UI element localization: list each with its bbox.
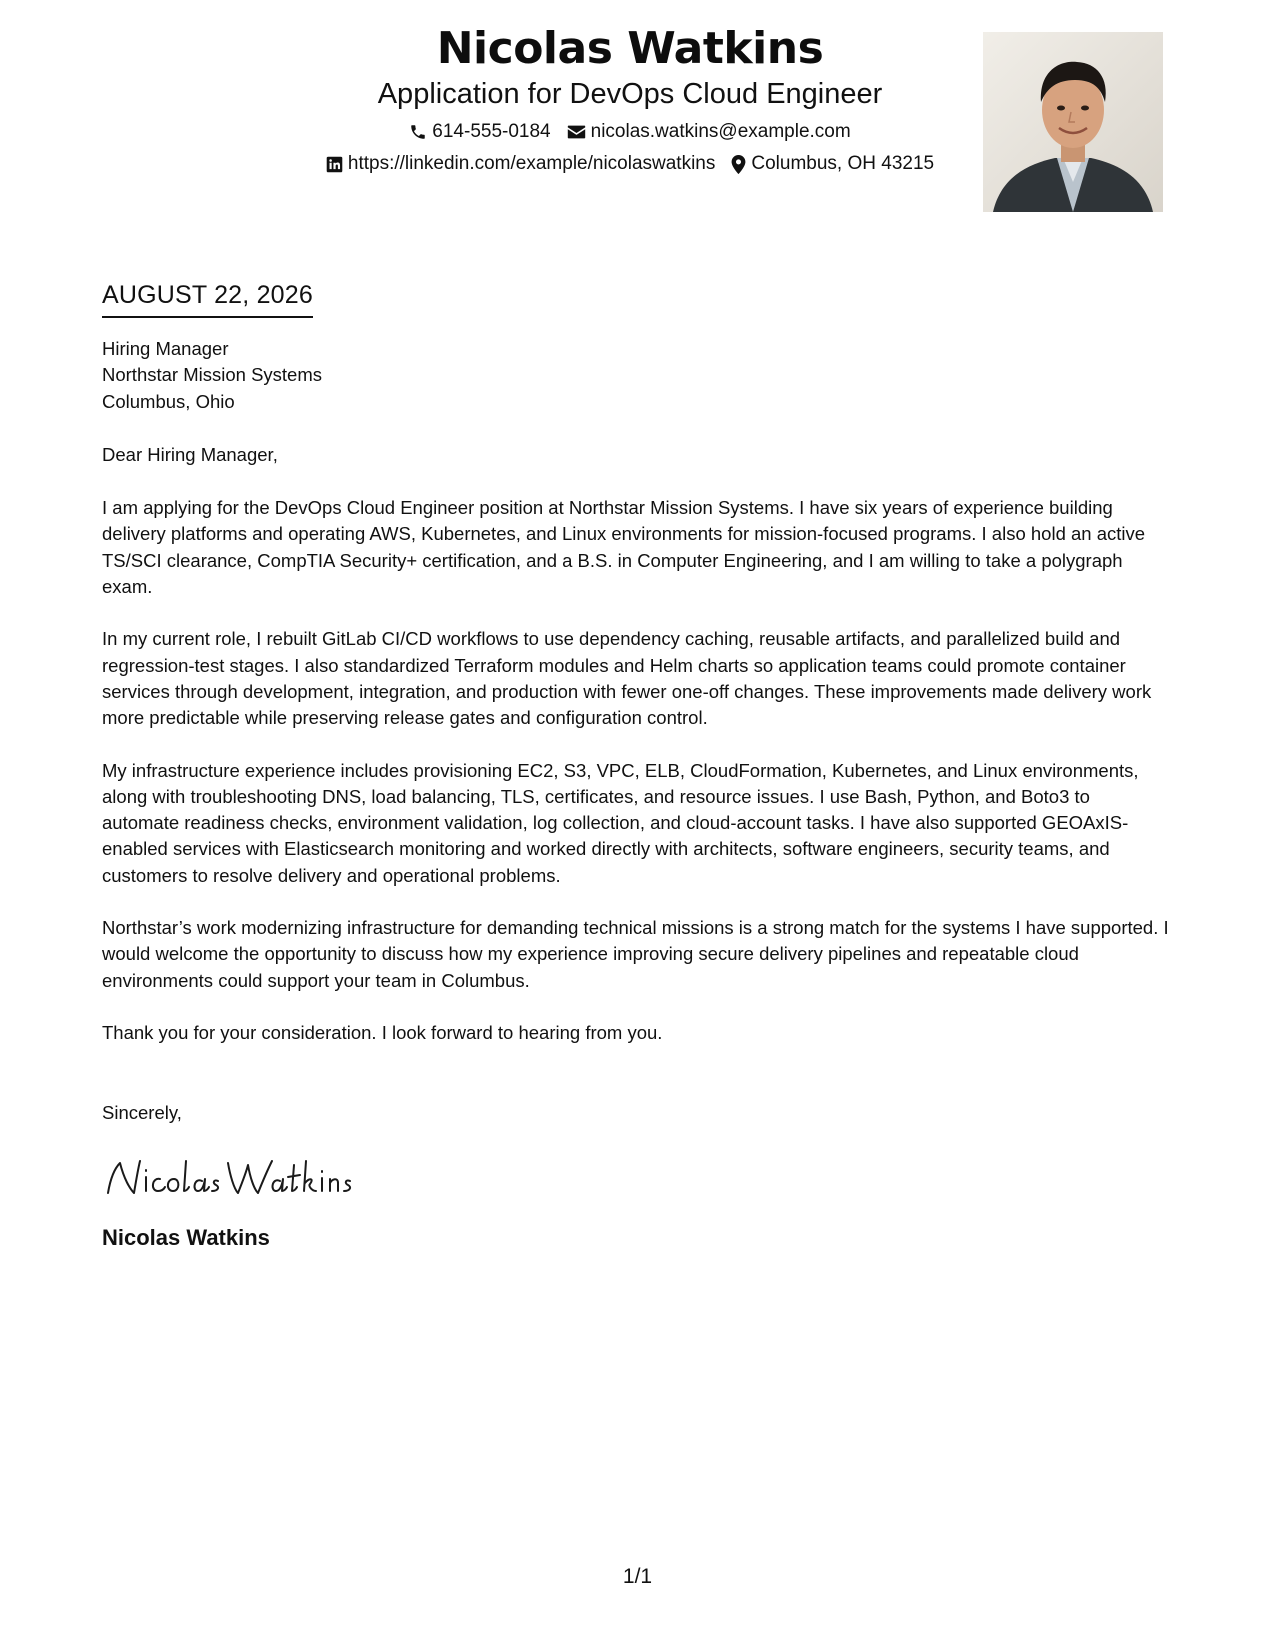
application-subtitle: Application for DevOps Cloud Engineer [377,78,883,110]
paragraph-infrastructure: My infrastructure experience includes provisioning EC2, S3, VPC, ELB, CloudFormation, Kubernetes, and Linux environments, along with troubleshooting DNS, load balancing, TLS, certificates, and resource issues. I use Bash, Python, and Boto3 to automate readiness checks, environment validation, log collection, and cloud-account tasks. I have also supported GEOAxIS-enabled services with Elasticsearch monitoring and worked directly with architects, software engineers, security teams, and customers to resolve delivery and operational problems. [102,759,1139,886]
paragraph-company-fit: Northstar’s work modernizing infrastructure for demanding technical missions is a strong match for the systems I have supported. I would welcome the opportunity to discuss how my experience improving secure delivery pipelines and repeatable cloud environments could support your team in Columbus. [102,917,1169,991]
page-number: 1/1 [622,1565,653,1588]
profile-photo [983,32,1163,212]
email-text[interactable]: nicolas.watkins@example.com [590,121,851,142]
contact-email[interactable] [567,120,851,144]
paragraph-current-role: In my current role, I rebuilt GitLab CI/CD workflows to use dependency caching, reusable artifacts, and parallelized build and regression-test stages. I also standardized Terraform modules and Helm charts so application teams could promote container services through development, integration, and production with fewer one-off changes. These improvements made delivery work more predictable while preserving release gates and configuration control. [102,628,1152,729]
map-pin-icon [731,155,746,174]
paragraph-introduction: I am applying for the DevOps Cloud Engineer position at Northstar Mission Systems. I have six years of experience building delivery platforms and operating AWS, Kubernetes, and Linux environments for mission-focused programs. I also hold an active TS/SCI clearance, CompTIA Security+ certification, and a B.S. in Computer Engineering, and I am willing to take a polygraph exam. [102,497,1146,598]
recipient-company: Northstar Mission Systems [102,364,322,386]
paragraph-thanks: Thank you for your consideration. I look forward to hearing from you. [102,1021,663,1043]
salutation: Dear Hiring Manager, [102,443,278,465]
recipient-title: Hiring Manager [102,338,229,359]
recipient-block [102,336,1172,415]
contact-phone [409,120,550,144]
signed-name: Nicolas Watkins [102,1224,270,1250]
letter-body [102,278,1172,1251]
linkedin-icon [326,156,343,173]
linkedin-text[interactable]: https://linkedin.com/example/nicolaswatkins [347,153,716,174]
location-text: Columbus, OH 43215 [751,153,935,174]
handwritten-signature [102,1151,1172,1205]
envelope-icon [567,124,586,140]
applicant-name: Nicolas Watkins [436,23,824,74]
closing: Sincerely, [102,1102,182,1124]
phone-icon [409,123,427,141]
contact-location [731,152,934,176]
letter-date: AUGUST 22, 2026 [102,278,313,318]
recipient-location: Columbus, Ohio [102,390,235,412]
phone-text: 614-555-0184 [432,121,551,142]
contact-linkedin[interactable] [326,152,716,176]
